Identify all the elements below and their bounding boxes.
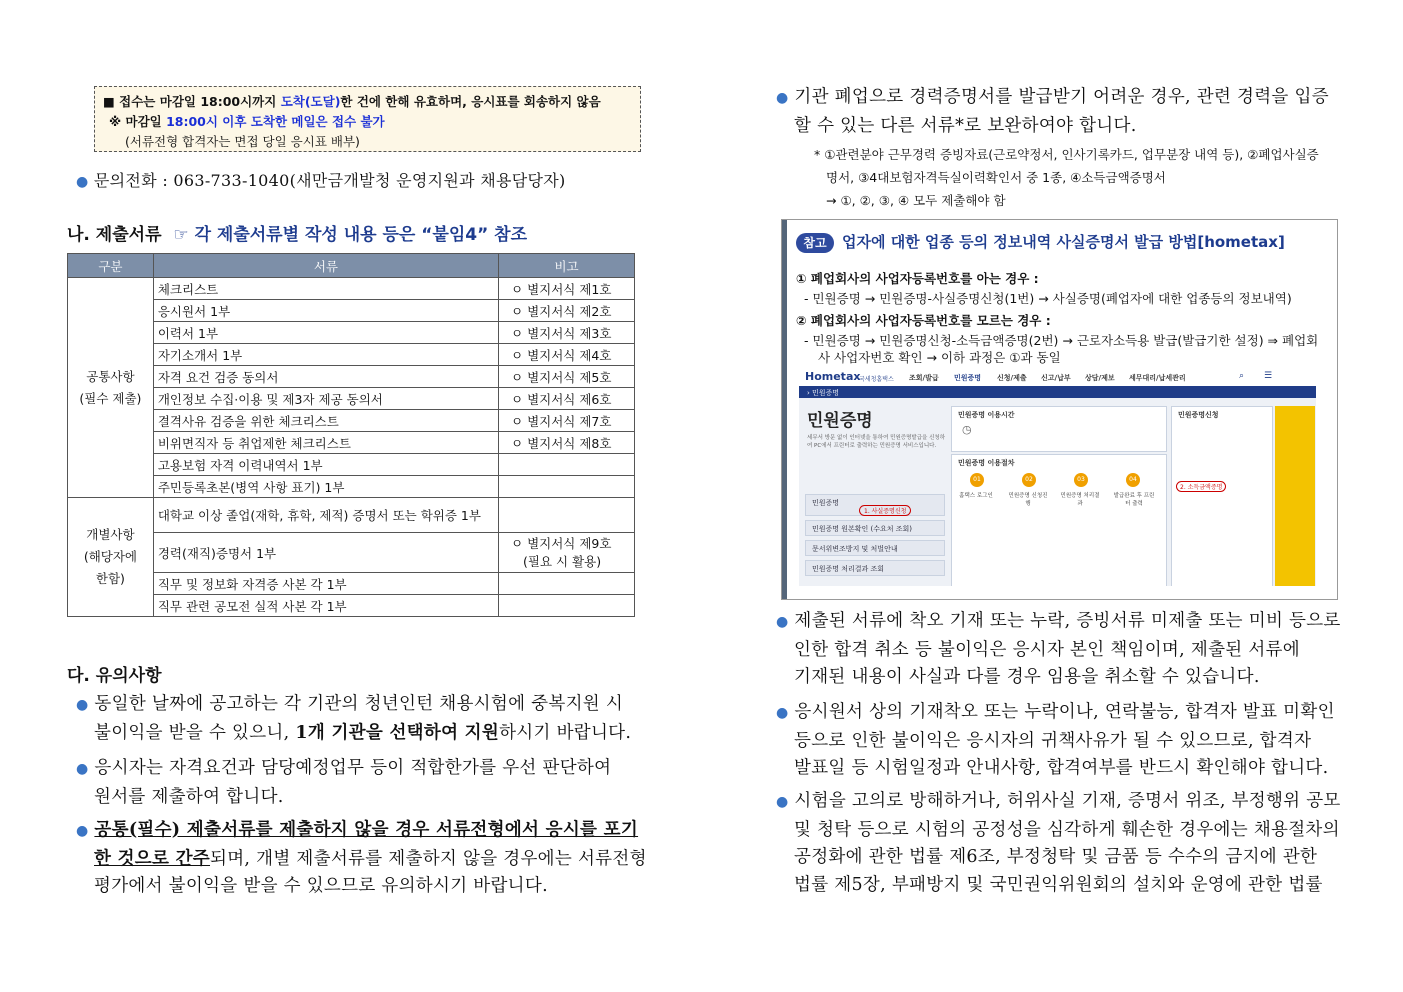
- apply-panel: [1171, 406, 1273, 586]
- doc-cell: 자격 요건 검증 동의서: [153, 366, 498, 388]
- bullet-text: 되며, 개별 제출서류를 제출하지 않을 경우에는 서류전형: [210, 848, 647, 869]
- contact-line: [76, 167, 566, 197]
- doc-cell: 결격사유 검증을 위한 체크리스트: [153, 410, 498, 432]
- reference-title: 업자에 대한 업종 등의 정보내역 사실증명서 발급 방법[hometax]: [842, 233, 1285, 251]
- category-label: 개별사항: [86, 527, 135, 542]
- case2-text-2: 사 사업자번호 확인 → 이하 과정은 ①과 동일: [818, 350, 1061, 365]
- table-row: [68, 595, 635, 617]
- table-row: [68, 533, 635, 573]
- note-cell: ㅇ 별지서식 제5호: [499, 366, 635, 388]
- table-row: [68, 322, 635, 344]
- bullet-icon: ●: [776, 705, 789, 721]
- bullet-text: 하시기 바랍니다.: [499, 722, 632, 743]
- hometax-page-title: 민원증명: [807, 411, 873, 431]
- note-cell: [499, 573, 635, 595]
- footnote-line: → ①, ②, ③, ④ 모두 제출해야 함: [826, 193, 1006, 208]
- doc-cell: 경력(재직)증명서 1부: [153, 533, 498, 573]
- breadcrumb: › 민원증명: [807, 389, 840, 397]
- right-bullet-2: [776, 699, 1335, 783]
- footnote-line: * ①관련분야 근무경력 증빙자료(근로약정서, 인사기록카드, 업무분장 내역 등), ②폐업사실증: [814, 147, 1319, 162]
- footnote: [814, 143, 1319, 212]
- menu-item: 상담/제보: [1085, 374, 1115, 382]
- bullet-icon: ●: [76, 697, 89, 713]
- bullet-icon: ●: [776, 614, 789, 630]
- right-bullet-1: [776, 608, 1341, 692]
- left-bullet-3: [76, 817, 647, 901]
- side-item: 민원증명 처리결과 조회: [805, 560, 945, 576]
- quick-menu: [1275, 406, 1315, 586]
- category-label: 공통사항: [86, 368, 135, 384]
- doc-cell: 주민등록초본(병역 사항 표기) 1부: [153, 476, 498, 498]
- footnote-line: 명서, ③4대보험자격득실이력확인서 중 1종, ④소득금액증명서: [826, 170, 1166, 185]
- table-row: [68, 388, 635, 410]
- table-row: [68, 573, 635, 595]
- table-row: [68, 432, 635, 454]
- table-row: [68, 366, 635, 388]
- note-cell: ㅇ 별지서식 제2호: [499, 300, 635, 322]
- section-na: [67, 220, 527, 245]
- bullet-text: 원서를 제출하여 합니다.: [94, 786, 284, 807]
- hours-title: 민원증명 이용시간: [958, 411, 1015, 419]
- note-cell: [499, 595, 635, 617]
- bullet-icon: ●: [76, 174, 89, 190]
- table-row: [68, 300, 635, 322]
- case1-text: - 민원증명 → 민원증명-사실증명신청(1번) → 사실증명(폐업자에 대한 업종등의 정보내역): [804, 291, 1292, 306]
- doc-cell: 직무 및 정보화 자격증 사본 각 1부: [153, 573, 498, 595]
- menu-item: 신청/제출: [997, 374, 1027, 382]
- bullet-icon: ●: [76, 761, 89, 777]
- note-cell: ㅇ 별지서식 제8호: [499, 432, 635, 454]
- search-icon: ⌕: [1239, 371, 1245, 381]
- side-item: 문서위변조방지 및 처벌안내: [805, 540, 945, 556]
- case2-text-1: - 민원증명 → 민원증명신청-소득금액증명(2번) → 근로자소득용 발급(발급기한 설정) ⇒ 폐업회: [804, 333, 1319, 348]
- section-na-hint: ☞ 각 제출서류별 작성 내용 등은 “붙임4” 참조: [173, 225, 528, 245]
- hometax-topbar: [799, 368, 1316, 386]
- note-cell: [499, 533, 635, 573]
- left-bullet-2: [76, 755, 611, 811]
- step-label: 민원증명 신청진행: [1008, 493, 1048, 507]
- step-badge: 03: [1074, 473, 1088, 487]
- bullet-text: 인한 합격 취소 등 불이익은 응시자 본인 책임이며, 제출된 서류에: [794, 639, 1300, 660]
- bullet-text: 법률 제5장, 부패방지 및 국민권익위원회의 설치와 운영에 관한 법률: [794, 874, 1323, 895]
- table-row: [68, 454, 635, 476]
- bullet-icon: ●: [776, 90, 789, 106]
- side-item: 민원증명 원본확인 (수요처 조회): [805, 520, 945, 536]
- menu-icon: ☰: [1264, 371, 1273, 381]
- bullet-text: 발표일 등 시험일정과 안내사항, 합격여부를 반드시 확인해야 합니다.: [794, 758, 1329, 778]
- table-row: [68, 476, 635, 498]
- hometax-logo: Hometax: [805, 370, 861, 383]
- bullet-icon: ●: [76, 823, 89, 839]
- bullet-text: 응시원서 상의 기재착오 또는 누락이나, 연락불능, 합격자 발표 미확인: [794, 702, 1335, 722]
- bullet-text: 시험을 고의로 방해하거나, 허위사실 기재, 증명서 위조, 부정행위 공모: [794, 791, 1341, 811]
- contact-text: 문의전화 : 063-733-1040(새만금개발청 운영지원과 채용담당자): [93, 171, 566, 190]
- table-row: [68, 410, 635, 432]
- note-cell: ㅇ 별지서식 제7호: [499, 410, 635, 432]
- reference-tag: 참고: [796, 233, 834, 253]
- bullet-text: 등으로 인한 불이익은 응시자의 귀책사유가 될 수 있으므로, 합격자: [794, 730, 1312, 751]
- table-header: 비고: [499, 254, 635, 278]
- note-cell: ㅇ 별지서식 제1호: [499, 278, 635, 300]
- table-header: 구분: [68, 254, 154, 278]
- notice-line1-b: 도착(도달): [280, 94, 341, 109]
- proc-title: 민원증명 이용절차: [958, 459, 1015, 467]
- doc-cell: 비위면직자 등 취업제한 체크리스트: [153, 432, 498, 454]
- hometax-page-desc: 세무서 방문 없이 인터넷을 통하여 민원증명발급을 신청하여 PC에서 프린터로 출력하는 민원증명 서비스입니다.: [807, 435, 946, 449]
- bullet-text: 기재된 내용이 사실과 다를 경우 임용을 취소할 수 있습니다.: [794, 667, 1260, 687]
- right-bullet-3: [776, 788, 1341, 899]
- bullet-emphasis: 한 것으로 간주: [94, 848, 211, 869]
- table-row: [68, 278, 635, 300]
- notice-line2-a: ※ 마감일: [109, 114, 167, 129]
- individual-category: [68, 498, 154, 617]
- common-category: [68, 278, 154, 498]
- table-row: [68, 498, 635, 533]
- doc-cell: 자기소개서 1부: [153, 344, 498, 366]
- menu-item: 조회/발급: [909, 374, 939, 382]
- category-label: (필수 제출): [79, 390, 142, 406]
- bullet-text: 평가에서 불이익을 받을 수 있으므로 유의하시기 바랍니다.: [94, 876, 548, 896]
- case2-title: ② 폐업회사의 사업자등록번호를 모르는 경우 :: [796, 313, 1051, 328]
- note-cell: ㅇ 별지서식 제6호: [499, 388, 635, 410]
- step-label: 발급완료 후 프린터 출력: [1113, 493, 1155, 507]
- note-cell: ㅇ 별지서식 제3호: [499, 322, 635, 344]
- step-label: 홈택스 로그인: [959, 493, 993, 499]
- case1-title: ① 폐업회사의 사업자등록번호를 아는 경우 :: [796, 271, 1039, 286]
- documents-table: [67, 253, 635, 617]
- table-row: [68, 344, 635, 366]
- doc-cell: 이력서 1부: [153, 322, 498, 344]
- right-top-bullet: [776, 84, 1329, 140]
- doc-cell: 체크리스트: [153, 278, 498, 300]
- bullet-text: 응시자는 자격요건과 담당예정업무 등이 적합한가를 우선 판단하여: [94, 758, 612, 778]
- apply-title: 민원증명신청: [1178, 411, 1219, 419]
- notice-line1-a: ■ 접수는 마감일 18:00시까지: [103, 94, 281, 109]
- section-na-title: 나. 제출서류: [67, 225, 162, 245]
- doc-cell: 응시원서 1부: [153, 300, 498, 322]
- hours-panel: [951, 406, 1167, 452]
- bullet-text: 공정화에 관한 법률 제6조, 부정청탁 및 금품 등 수수의 금지에 관한: [794, 847, 1318, 867]
- notice-box: [94, 86, 641, 152]
- reference-accent-bar: [782, 220, 787, 599]
- note-text: ㅇ 별지서식 제9호: [511, 535, 612, 551]
- doc-cell: 대학교 이상 졸업(재학, 휴학, 제적) 증명서 또는 학위증 1부: [153, 498, 498, 533]
- note-text: (필요 시 활용): [523, 553, 602, 569]
- note-cell: [499, 454, 635, 476]
- hometax-screenshot: [799, 368, 1316, 586]
- doc-cell: 직무 관련 공모전 실적 사본 각 1부: [153, 595, 498, 617]
- step-label: 민원증명 처리결과: [1060, 493, 1100, 507]
- bullet-text: 제출된 서류에 착오 기재 또는 누락, 증빙서류 미제출 또는 미비 등으로: [794, 611, 1341, 631]
- side-item: 민원증명: [805, 494, 945, 516]
- mark-1: 1. 사실증명신청: [859, 505, 911, 516]
- doc-cell: 고용보험 자격 이력내역서 1부: [153, 454, 498, 476]
- note-cell: [499, 498, 635, 533]
- bullet-icon: ●: [776, 794, 789, 810]
- mark-2: 2. 소득금액증명: [1176, 481, 1226, 492]
- bullet-text: 할 수 있는 다른 서류*로 보완하여야 합니다.: [794, 115, 1137, 136]
- step-badge: 04: [1126, 473, 1140, 487]
- menu-item: 신고/납부: [1041, 374, 1071, 382]
- bullet-text: 및 청탁 등으로 시험의 공정성을 심각하게 훼손한 경우에는 채용절차의: [794, 819, 1340, 840]
- menu-item: 민원증명: [954, 374, 982, 382]
- left-bullet-1: [76, 691, 631, 747]
- notice-line1-c: 한 건에 한해 유효하며, 응시표를 회송하지 않음: [340, 94, 601, 109]
- notice-line2-b: 18:00시 이후 도착한 메일은 접수 불가: [166, 114, 385, 129]
- doc-cell: 개인정보 수집·이용 및 제3자 제공 동의서: [153, 388, 498, 410]
- bullet-text: 동일한 날짜에 공고하는 각 기관의 청년인턴 채용시험에 중복지원 시: [94, 694, 624, 714]
- hometax-breadcrumb-bar: [799, 386, 1316, 398]
- notice-line3: (서류전형 합격자는 면접 당일 응시표 배부): [125, 134, 360, 149]
- clock-icon: ◷: [962, 423, 972, 436]
- note-cell: [499, 476, 635, 498]
- hometax-logo-sub: 국세청홈택스: [859, 376, 894, 383]
- step-badge: 02: [1022, 473, 1036, 487]
- table-header: 서류: [153, 254, 498, 278]
- menu-item: 세무대리/납세관리: [1129, 374, 1186, 382]
- note-cell: ㅇ 별지서식 제4호: [499, 344, 635, 366]
- section-da-title: 다. 유의사항: [67, 666, 162, 686]
- bullet-emphasis: 공통(필수) 제출서류를 제출하지 않을 경우 서류전형에서 응시를 포기: [94, 820, 639, 840]
- bullet-text: 불이익을 받을 수 있으니,: [94, 722, 296, 743]
- bullet-text: 기관 폐업으로 경력증명서를 발급받기 어려운 경우, 관련 경력을 입증: [794, 87, 1329, 107]
- reference-box: [781, 219, 1338, 600]
- category-label: 한함): [95, 571, 125, 586]
- step-badge: 01: [970, 473, 984, 487]
- category-label: (해당자에: [83, 549, 138, 564]
- bullet-emphasis: 1개 기관을 선택하여 지원: [295, 722, 500, 743]
- procedure-panel: [951, 454, 1167, 586]
